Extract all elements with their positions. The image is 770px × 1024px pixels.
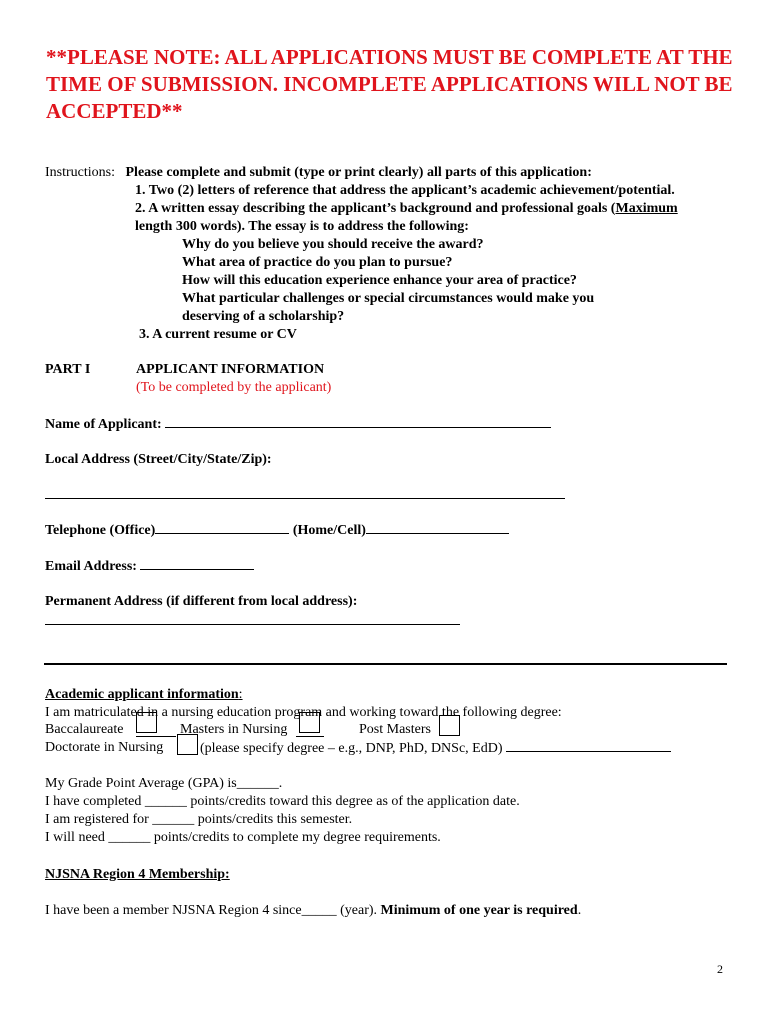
section-divider (44, 663, 727, 665)
telephone-home-label: (Home/Cell) (292, 523, 366, 538)
essay-question-1: Why do you believe you should receive the award? (182, 237, 484, 252)
academic-intro: I am matriculated in a nursing education program and working toward the following degree: (45, 705, 562, 720)
essay-question-3: How will this education experience enhance your area of practice? (182, 273, 577, 288)
telephone-row (45, 521, 509, 539)
post-masters-checkbox[interactable] (439, 715, 460, 736)
post-masters-label: Post Masters (359, 722, 431, 737)
masters-label: Masters in Nursing (180, 722, 288, 737)
essay-question-2: What area of practice do you plan to pursue? (182, 255, 453, 270)
academic-heading: Academic applicant information: (45, 687, 243, 702)
email-input-line[interactable] (140, 557, 254, 570)
email-label: Email Address: (45, 559, 141, 574)
part-label: PART I (45, 362, 91, 377)
gpa-line: My Grade Point Average (GPA) is______. (45, 776, 283, 791)
membership-requirement: Minimum of one year is required (380, 903, 578, 918)
permanent-address-input-line[interactable] (45, 624, 460, 625)
baccalaureate-label: Baccalaureate (45, 722, 124, 737)
membership-row: I have been a member NJSNA Region 4 since_____ (year). Minimum of one year is required. (45, 903, 582, 918)
local-address-label: Local Address (Street/City/State/Zip): (45, 452, 272, 467)
telephone-home-input-line[interactable] (366, 521, 509, 534)
essay-question-4: What particular challenges or special circumstances would make you (182, 291, 595, 306)
submission-notice: **PLEASE NOTE: ALL APPLICATIONS MUST BE COMPLETE AT THE TIME OF SUBMISSION. INCOMPLETE APPLICATIONS WILL NOT BE ACCEPTED** (46, 45, 733, 123)
name-field-row (45, 415, 551, 433)
credits-completed-line: I have completed ______ points/credits toward this degree as of the application date. (45, 794, 520, 809)
baccalaureate-checkbox[interactable] (136, 712, 157, 733)
telephone-office-label: Telephone (Office) (45, 523, 156, 538)
instructions-intro: Please complete and submit (type or print clearly) all parts of this application: (125, 165, 592, 180)
name-input-line[interactable] (165, 415, 551, 428)
local-address-input-line[interactable] (45, 498, 565, 499)
page-number: 2 (717, 962, 723, 976)
doctorate-spec-input-line[interactable] (506, 739, 671, 752)
credits-registered-line: I am registered for ______ points/credits this semester. (45, 812, 353, 827)
doctorate-spec-row (200, 739, 671, 757)
instruction-item-3: 3. A current resume or CV (139, 327, 297, 342)
essay-question-4-cont: deserving of a scholarship? (182, 309, 345, 324)
email-row (45, 557, 254, 575)
masters-checkbox[interactable] (299, 712, 320, 733)
doctorate-spec-label: (please specify degree – e.g., DNP, PhD, DNSc, EdD) (200, 741, 503, 756)
doctorate-checkbox[interactable] (177, 734, 198, 755)
instructions-label: Instructions (45, 165, 112, 180)
instruction-item-2: 2. A written essay describing the applicant’s background and professional goals (Maximum (135, 201, 678, 216)
doctorate-label: Doctorate in Nursing (45, 740, 164, 755)
membership-heading: NJSNA Region 4 Membership: (45, 867, 230, 882)
membership-text: I have been a member NJSNA Region 4 since_____ (year). (45, 903, 381, 918)
instructions-row: Instructions: Please complete and submit (type or print clearly) all parts of this application: (45, 165, 592, 180)
part-subtitle: (To be completed by the applicant) (136, 380, 332, 395)
instruction-item-1: 1. Two (2) letters of reference that address the applicant’s academic achievement/potential. (135, 183, 675, 198)
credits-needed-line: I will need ______ points/credits to complete my degree requirements. (45, 830, 441, 845)
maximum-word: Maximum (615, 201, 678, 216)
name-label: Name of Applicant: (45, 417, 166, 432)
permanent-address-label: Permanent Address (if different from local address): (45, 594, 358, 609)
part-title: APPLICANT INFORMATION (136, 362, 325, 377)
instruction-item-2-cont: length 300 words). The essay is to address the following: (135, 219, 469, 234)
telephone-office-input-line[interactable] (155, 521, 289, 534)
